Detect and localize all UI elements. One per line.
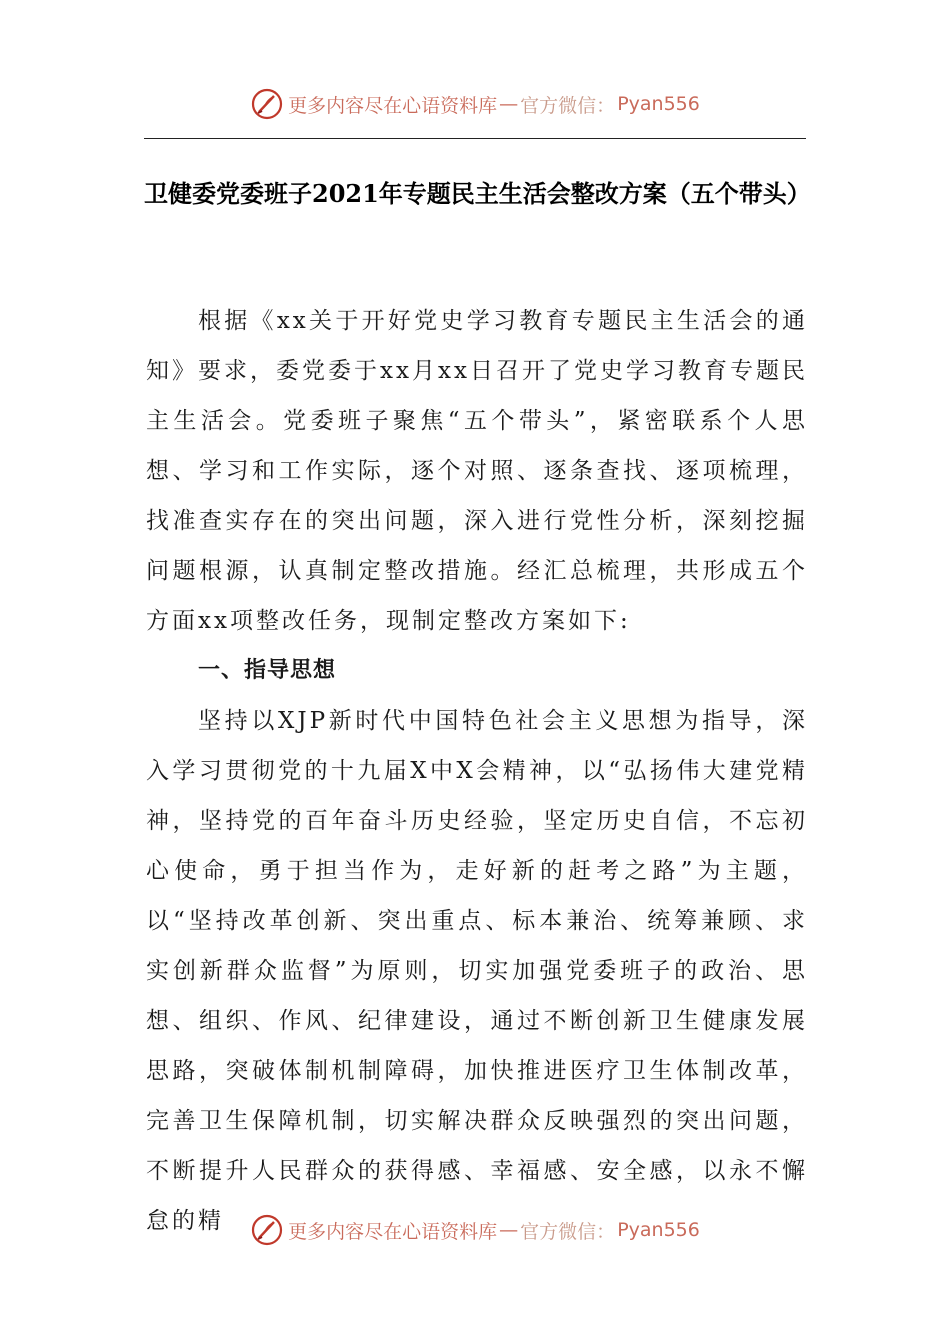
watermark-main-text: 更多内容尽在心语资料库 xyxy=(288,1220,498,1243)
watermark-main-text: 更多内容尽在心语资料库 xyxy=(288,94,498,117)
document-title: 卫健委党委班子2021年专题民主生活会整改方案（五个带头） xyxy=(144,179,811,208)
section-paragraph: 坚持以XJP新时代中国特色社会主义思想为指导，深入学习贯彻党的十九届X中X会精神，以“弘扬伟大建党精神，坚持党的百年奋斗历史经验，坚定历史自信，不忘初心使命，勇于担当作为，走好新的赶考之路”为主题，以“坚持改革创新、突出重点、标本兼治、统筹兼顾、求实创新群众监督”为原则，切实加强党委班子的政治、思想、组织、作风、纪律建设，通过不断创新卫生健康发展思路，突破体制机制障碍，加快推进医疗卫生体制改革，完善卫生保障机制，切实解决群众反映强烈的突出问题，不断提升人民群众的获得感、幸福感、安全感，以永不懈怠的精 xyxy=(146,708,808,1234)
document-body xyxy=(146,296,808,1246)
watermark-wechat-id: Pyan556 xyxy=(617,1219,700,1241)
quill-logo-icon xyxy=(250,1213,284,1247)
header-watermark xyxy=(0,84,950,124)
footer-watermark xyxy=(0,1210,950,1250)
watermark-dash: — xyxy=(499,93,519,115)
watermark-wechat-id: Pyan556 xyxy=(617,93,700,115)
watermark-sub-text: 官方微信： xyxy=(520,1220,616,1243)
watermark-dash: — xyxy=(499,1219,519,1241)
section-heading: 一、指导思想 xyxy=(198,658,337,683)
watermark-sub-text: 官方微信： xyxy=(520,94,616,117)
header-divider xyxy=(144,138,806,139)
intro-paragraph: 根据《xx关于开好党史学习教育专题民主生活会的通知》要求，委党委于xx月xx日召开了党史学习教育专题民主生活会。党委班子聚焦“五个带头”，紧密联系个人思想、学习和工作实际，逐个对照、逐条查找、逐项梳理，找准查实存在的突出问题，深入进行党性分析，深刻挖掘问题根源，认真制定整改措施。经汇总梳理，共形成五个方面xx项整改任务，现制定整改方案如下: xyxy=(146,308,808,634)
quill-logo-icon xyxy=(250,87,284,121)
